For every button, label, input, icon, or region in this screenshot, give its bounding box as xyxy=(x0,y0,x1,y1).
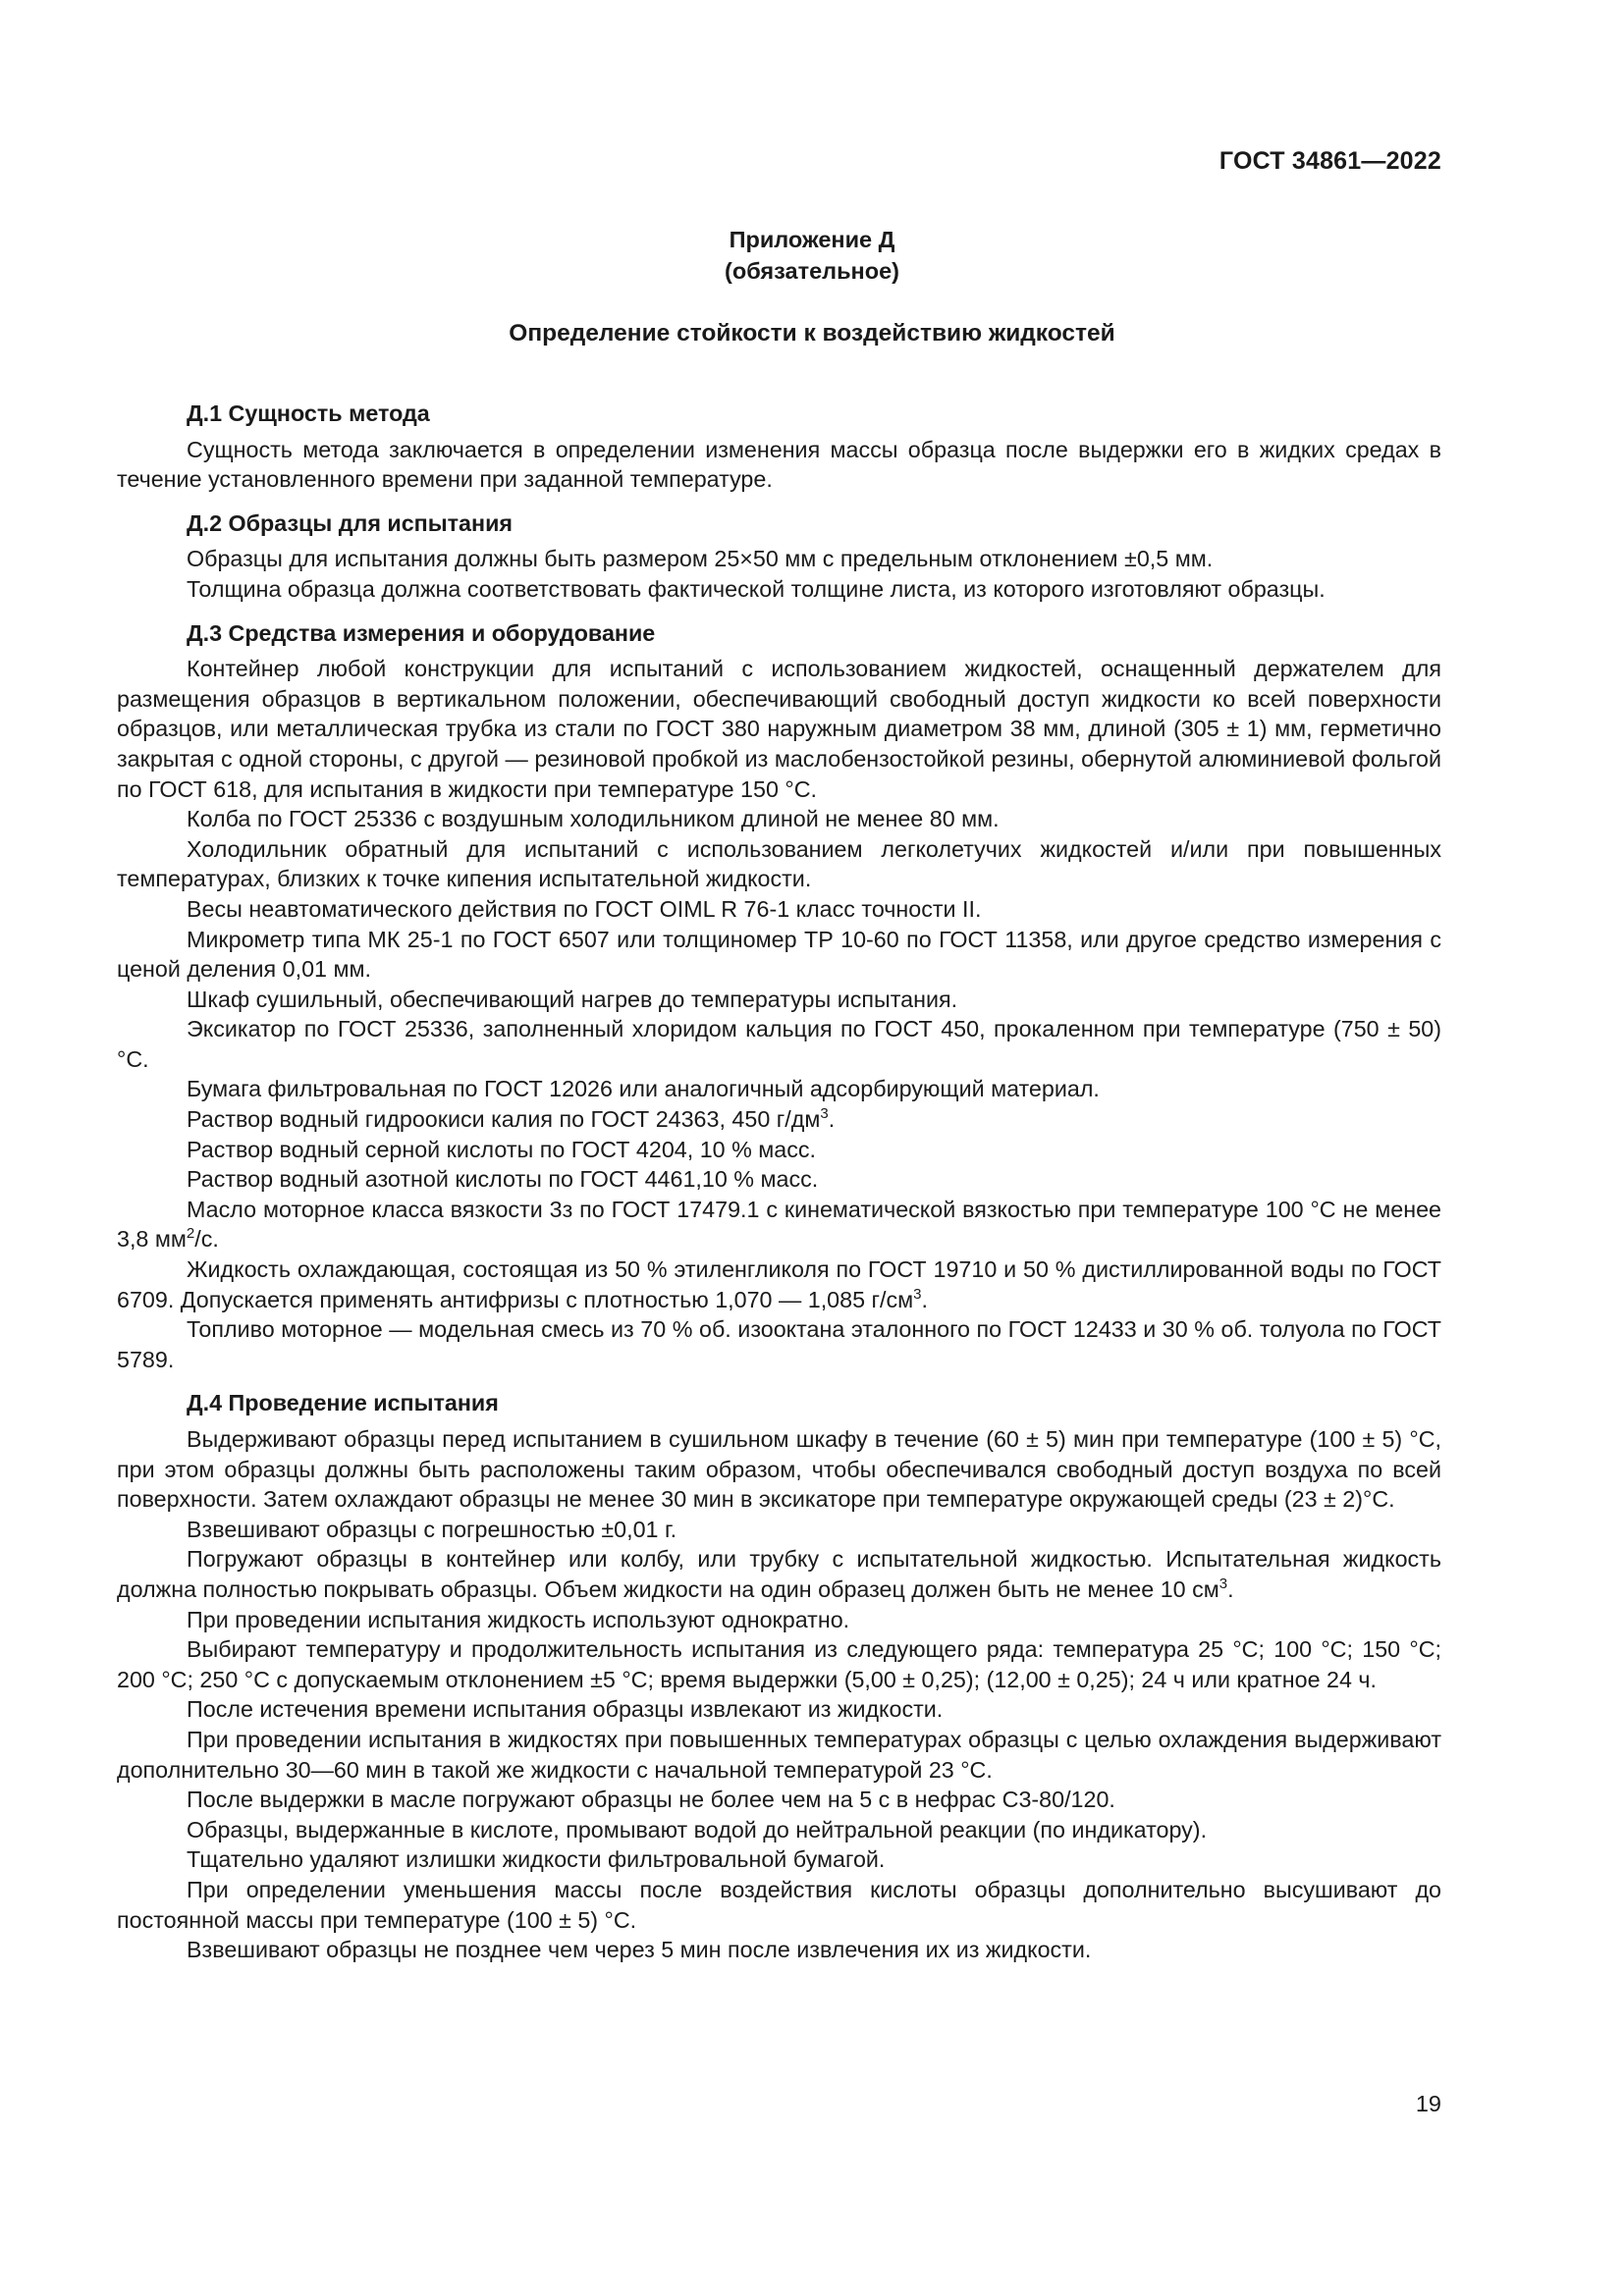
paragraph: Образцы для испытания должны быть размером 25×50 мм с предельным отклонением ±0,5 мм. xyxy=(187,546,1214,572)
paragraph: Шкаф сушильный, обеспечивающий нагрев до температуры испытания. xyxy=(187,986,958,1012)
paragraph-text: . xyxy=(1227,1575,1234,1602)
annex-title: Определение стойкости к воздействию жидкостей xyxy=(509,320,1115,347)
section-heading-d1: Д.1 Сущность метода xyxy=(187,400,430,426)
document-body xyxy=(117,399,1441,1965)
paragraph: Колба по ГОСТ 25336 с воздушным холодильником длиной не менее 80 мм. xyxy=(187,806,1000,832)
superscript: 3 xyxy=(820,1105,829,1123)
section-heading-d4: Д.4 Проведение испытания xyxy=(187,1390,499,1416)
paragraph-text: /с. xyxy=(194,1226,219,1253)
annex-label: Приложение Д xyxy=(729,227,895,252)
paragraph: Весы неавтоматического действия по ГОСТ OIML R 76-1 класс точности II. xyxy=(187,895,982,922)
paragraph-text: Жидкость охлаждающая, состоящая из 50 % этиленгликоля по ГОСТ 19710 и 50 % дистиллированной воды по ГОСТ 6709. Допускается применять антифризы с плотностью 1,070 — 1,085 г/см xyxy=(117,1256,1441,1312)
superscript: 2 xyxy=(186,1225,195,1243)
paragraph-text: Раствор водный гидроокиси калия по ГОСТ 24363, 450 г/дм xyxy=(187,1106,821,1133)
paragraph-text: Погружают образцы в контейнер или колбу, или трубку с испытательной жидкостью. Испытательная жидкость должна полностью покрывать образцы. Объем жидкости на один образец должен быть не менее 10 см xyxy=(117,1546,1441,1602)
paragraph: Топливо моторное — модельная смесь из 70 % об. изооктана эталонного по ГОСТ 12433 и 30 % об. толуола по ГОСТ 5789. xyxy=(117,1316,1441,1372)
superscript: 3 xyxy=(913,1285,922,1303)
paragraph: Сущность метода заключается в определении изменения массы образца после выдержки его в жидких средах в течение установленного времени при заданной температуре. xyxy=(117,436,1441,493)
paragraph: Раствор водный серной кислоты по ГОСТ 4204, 10 % масс. xyxy=(187,1136,817,1162)
paragraph: Холодильник обратный для испытаний с использованием легколетучих жидкостей и/или при повышенных температурах, близких к точке кипения испытательной жидкости. xyxy=(117,835,1441,892)
paragraph: Тщательно удаляют излишки жидкости фильтровальной бумагой. xyxy=(187,1846,886,1873)
paragraph xyxy=(117,1195,1441,1255)
paragraph: Контейнер любой конструкции для испытаний с использованием жидкостей, оснащенный держателем для размещения образцов в вертикальном положении, обеспечивающий свободный доступ жидкости ко всей поверхности образцов, или металлическая трубка из стали по ГОСТ 380 наружным диаметром 38 мм, длиной (305 ± 1) мм, герметично закрытая с одной стороны, с другой — резиновой пробкой из маслобензостойкой резины, обернутой алюминиевой фольгой по ГОСТ 618, для испытания в жидкости при температуре 150 °С. xyxy=(117,656,1441,802)
page-number: 19 xyxy=(1415,2091,1441,2116)
paragraph: При проведении испытания в жидкостях при повышенных температурах образцы с целью охлаждения выдерживают дополнительно 30—60 мин в такой же жидкости с начальной температурой 23 °С. xyxy=(117,1726,1441,1783)
annex-status: (обязательное) xyxy=(725,258,899,284)
paragraph xyxy=(117,1255,1441,1314)
section-heading-d2: Д.2 Образцы для испытания xyxy=(187,509,514,536)
paragraph: После выдержки в масле погружают образцы не более чем на 5 с в нефрас С3-80/120. xyxy=(187,1787,1115,1813)
paragraph: После истечения времени испытания образцы извлекают из жидкости. xyxy=(187,1696,944,1723)
paragraph: Раствор водный азотной кислоты по ГОСТ 4461,10 % масс. xyxy=(187,1166,819,1193)
paragraph-text: . xyxy=(921,1286,928,1312)
paragraph xyxy=(117,1104,1441,1135)
paragraph: Взвешивают образцы с погрешностью ±0,01 г. xyxy=(187,1516,677,1542)
paragraph: Выбирают температуру и продолжительность испытания из следующего ряда: температура 25 °С; 100 °С; 150 °С; 200 °С; 250 °С с допускаемым отклонением ±5 °С; время выдержки (5,00 ± 0,25); (12,00 ± 0,25); 24 ч или кратное 24 ч. xyxy=(117,1636,1441,1692)
superscript: 3 xyxy=(1218,1575,1228,1592)
paragraph: При определении уменьшения массы после воздействия кислоты образцы дополнительно высушивают до постоянной массы при температуре (100 ± 5) °С. xyxy=(117,1876,1441,1933)
paragraph: Бумага фильтровальная по ГОСТ 12026 или аналогичный адсорбирующий материал. xyxy=(187,1076,1100,1102)
paragraph xyxy=(117,1544,1441,1604)
paragraph: Выдерживают образцы перед испытанием в сушильном шкафу в течение (60 ± 5) мин при температуре (100 ± 5) °С, при этом образцы должны быть расположены таким образом, чтобы обеспечивался свободный доступ воздуха по всей поверхности. Затем охлаждают образцы не менее 30 мин в эксикаторе при температуре окружающей среды (23 ± 2)°С. xyxy=(117,1426,1441,1513)
paragraph: Образцы, выдержанные в кислоте, промывают водой до нейтральной реакции (по индикатору). xyxy=(187,1816,1208,1842)
paragraph: Микрометр типа МК 25-1 по ГОСТ 6507 или толщиномер ТР 10-60 по ГОСТ 11358, или другое средство измерения с ценой деления 0,01 мм. xyxy=(117,926,1441,983)
standard-code: ГОСТ 34861—2022 xyxy=(1218,147,1441,175)
section-heading-d3: Д.3 Средства измерения и оборудование xyxy=(187,619,656,646)
paragraph: Толщина образца должна соответствовать фактической толщине листа, из которого изготовляют образцы. xyxy=(187,575,1326,602)
annex-header xyxy=(0,224,1624,287)
paragraph: При проведении испытания жидкость используют однократно. xyxy=(187,1606,850,1632)
paragraph-text: . xyxy=(828,1106,836,1133)
paragraph: Взвешивают образцы не позднее чем через 5 мин после извлечения их из жидкости. xyxy=(187,1937,1092,1963)
paragraph-text: Масло моторное класса вязкости 3з по ГОСТ 17479.1 с кинематической вязкостью при температуре 100 °С не менее 3,8 мм xyxy=(117,1196,1441,1253)
paragraph: Эксикатор по ГОСТ 25336, заполненный хлоридом кальция по ГОСТ 450, прокаленном при температуре (750 ± 50) °С. xyxy=(117,1016,1441,1072)
